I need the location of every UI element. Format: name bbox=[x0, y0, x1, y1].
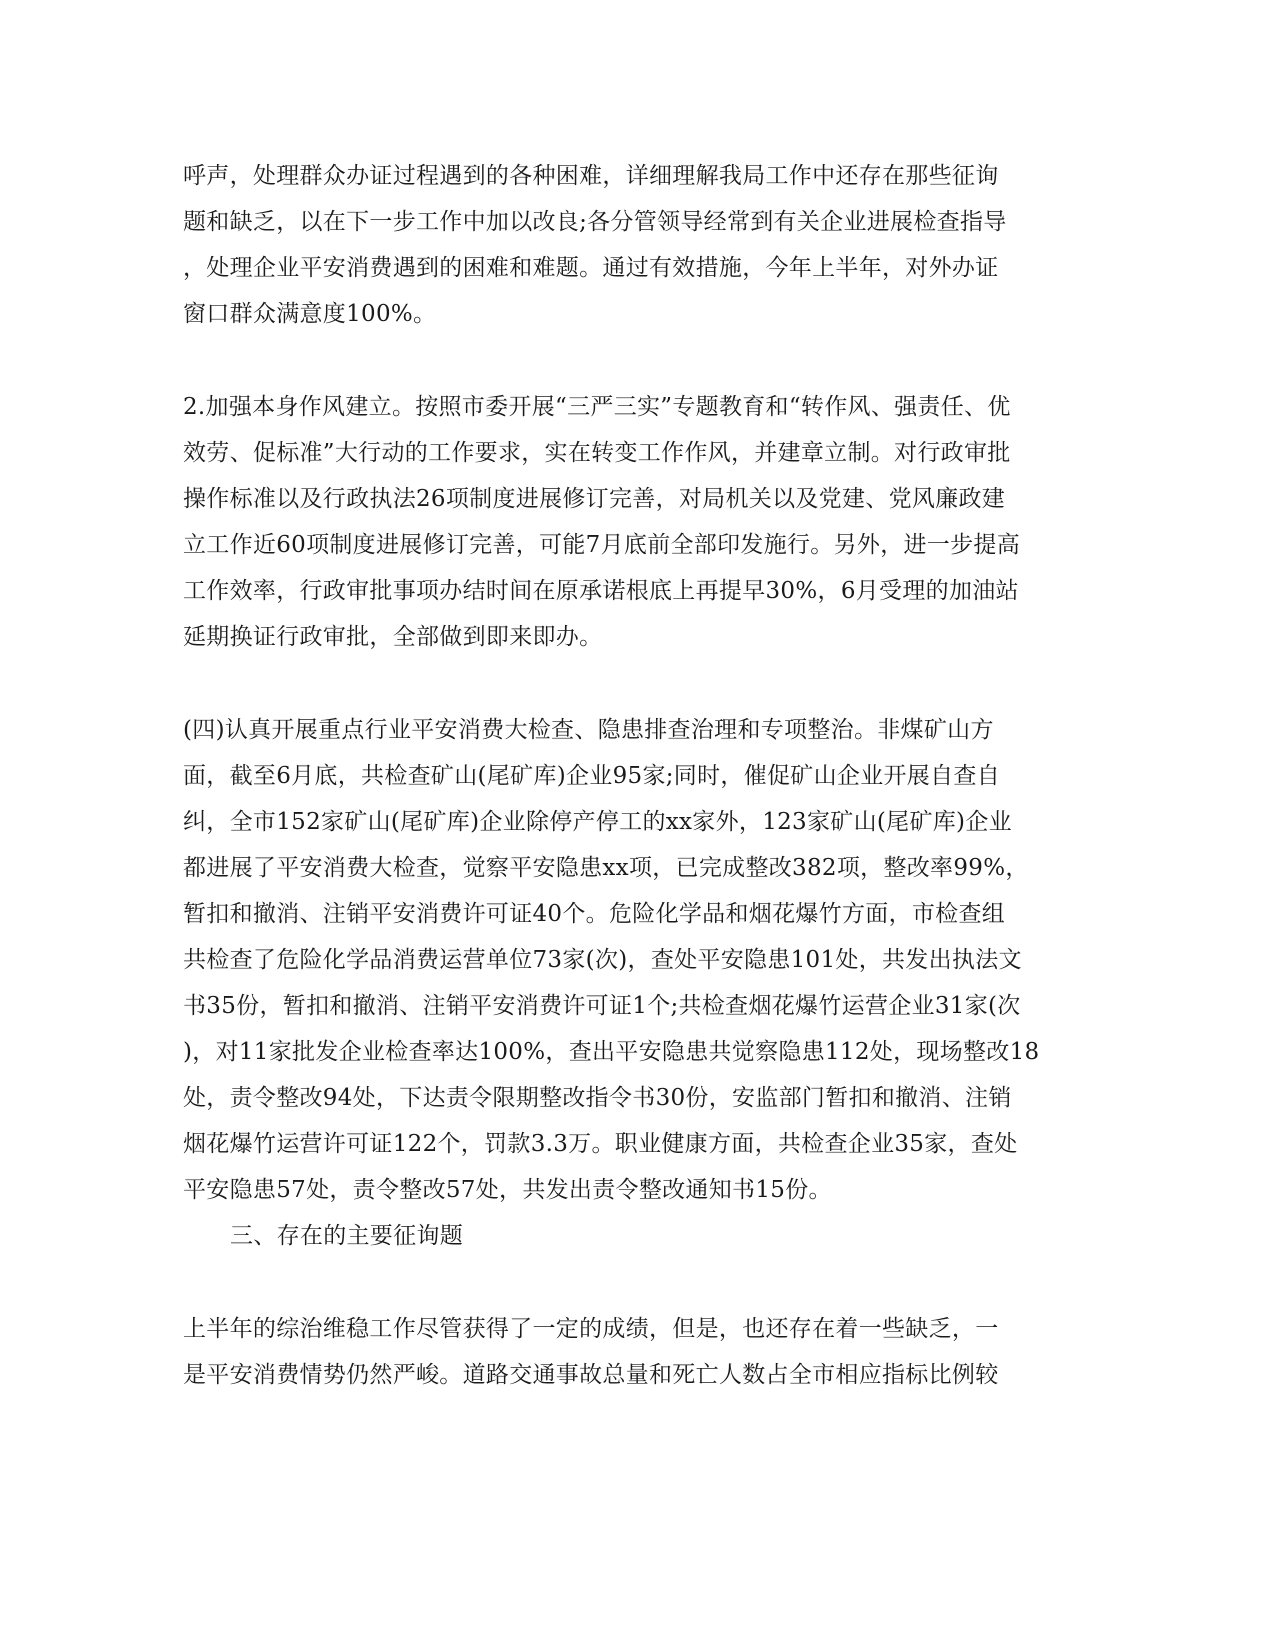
text-line: 平安隐患57处，责令整改57处，共发出责令整改通知书15份。 bbox=[183, 1177, 832, 1203]
text-line: 纠，全市152家矿山(尾矿库)企业除停产停工的xx家外，123家矿山(尾矿库)企业 bbox=[183, 809, 1012, 835]
text-line: 处，责令整改94处，下达责令限期整改指令书30份，安监部门暂扣和撤消、注销 bbox=[183, 1085, 1012, 1111]
text-line: 暂扣和撤消、注销平安消费许可证40个。危险化学品和烟花爆竹方面，市检查组 bbox=[183, 901, 1006, 927]
text-line: )，对11家批发企业检查率达100%，查出平安隐患共觉察隐患112处，现场整改18 bbox=[183, 1039, 1040, 1065]
text-line: 呼声，处理群众办证过程遇到的各种困难，详细理解我局工作中还存在那些征询 bbox=[183, 163, 999, 189]
text-line: 2.加强本身作风建立。按照市委开展“三严三实”专题教育和“转作风、强责任、优 bbox=[183, 394, 1011, 420]
text-line: 烟花爆竹运营许可证122个，罚款3.3万。职业健康方面，共检查企业35家，查处 bbox=[183, 1131, 1018, 1157]
text-line: 操作标准以及行政执法26项制度进展修订完善，对局机关以及党建、党风廉政建 bbox=[183, 486, 1006, 512]
text-line: 是平安消费情势仍然严峻。道路交通事故总量和死亡人数占全市相应指标比例较 bbox=[183, 1362, 999, 1388]
text-line: (四)认真开展重点行业平安消费大检查、隐患排查治理和专项整治。非煤矿山方 bbox=[183, 717, 994, 743]
text-line: 题和缺乏，以在下一步工作中加以改良;各分管领导经常到有关企业进展检查指导 bbox=[183, 209, 1007, 235]
text-line: 面，截至6月底，共检查矿山(尾矿库)企业95家;同时，催促矿山企业开展自查自 bbox=[183, 763, 1000, 789]
text-line: 工作效率，行政审批事项办结时间在原承诺根底上再提早30%，6月受理的加油站 bbox=[183, 578, 1019, 604]
text-line: 都进展了平安消费大检查，觉察平安隐患xx项，已完成整改382项，整改率99%， bbox=[183, 855, 1029, 881]
text-line: 共检查了危险化学品消费运营单位73家(次)，查处平安隐患101处，共发出执法文 bbox=[183, 947, 1022, 973]
text-line: ，处理企业平安消费遇到的困难和难题。通过有效措施，今年上半年，对外办证 bbox=[183, 255, 999, 281]
text-line: 窗口群众满意度100%。 bbox=[183, 301, 437, 327]
text-line: 立工作近60项制度进展修订完善，可能7月底前全部印发施行。另外，进一步提高 bbox=[183, 532, 1020, 558]
text-line: 书35份，暂扣和撤消、注销平安消费许可证1个;共检查烟花爆竹运营企业31家(次 bbox=[183, 993, 1021, 1019]
text-line: 上半年的综治维稳工作尽管获得了一定的成绩，但是，也还存在着一些缺乏，一 bbox=[183, 1316, 999, 1342]
text-line: 延期换证行政审批，全部做到即来即办。 bbox=[183, 624, 603, 650]
text-line: 效劳、促标准”大行动的工作要求，实在转变工作作风，并建章立制。对行政审批 bbox=[183, 440, 1011, 466]
section-heading: 三、存在的主要征询题 bbox=[230, 1223, 463, 1249]
